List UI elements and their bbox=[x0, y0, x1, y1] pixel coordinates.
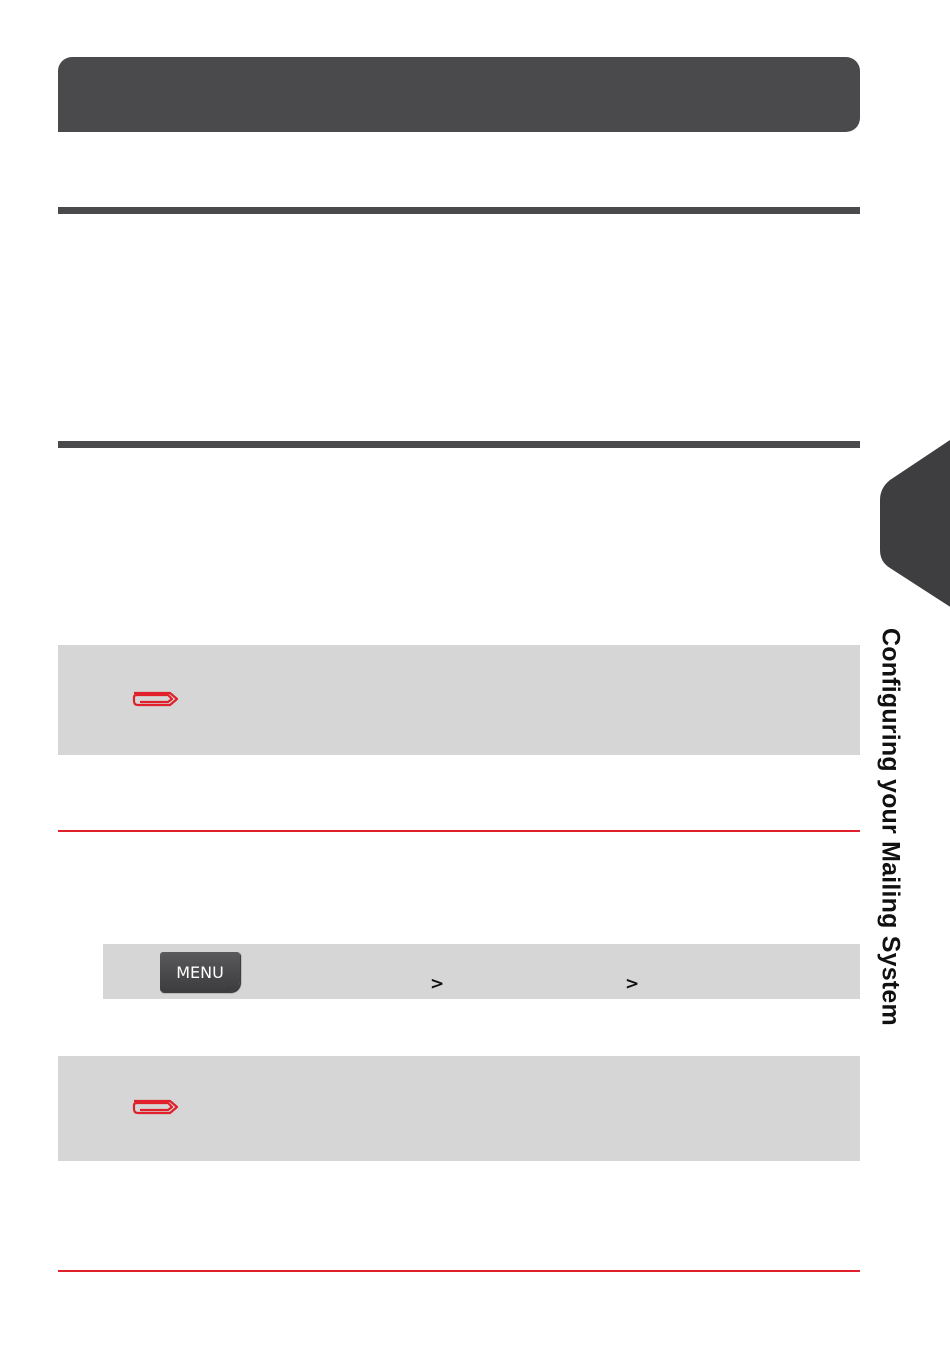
menu-path-box bbox=[103, 944, 860, 999]
section-divider bbox=[58, 207, 860, 214]
procedure-divider bbox=[58, 830, 860, 832]
path-separator: > bbox=[625, 974, 640, 994]
chapter-header-bar bbox=[58, 57, 860, 132]
procedure-divider bbox=[58, 1270, 860, 1272]
menu-button[interactable]: MENU bbox=[160, 952, 240, 992]
section-divider bbox=[58, 441, 860, 448]
paperclip-icon bbox=[132, 1095, 180, 1119]
chapter-side-title-text: Configuring your Mailing System bbox=[876, 628, 905, 1026]
note-box bbox=[58, 645, 860, 755]
paperclip-icon bbox=[132, 687, 180, 711]
chapter-tab bbox=[880, 440, 950, 610]
path-separator: > bbox=[430, 974, 445, 994]
note-box bbox=[58, 1056, 860, 1161]
chapter-side-title bbox=[870, 628, 910, 1098]
